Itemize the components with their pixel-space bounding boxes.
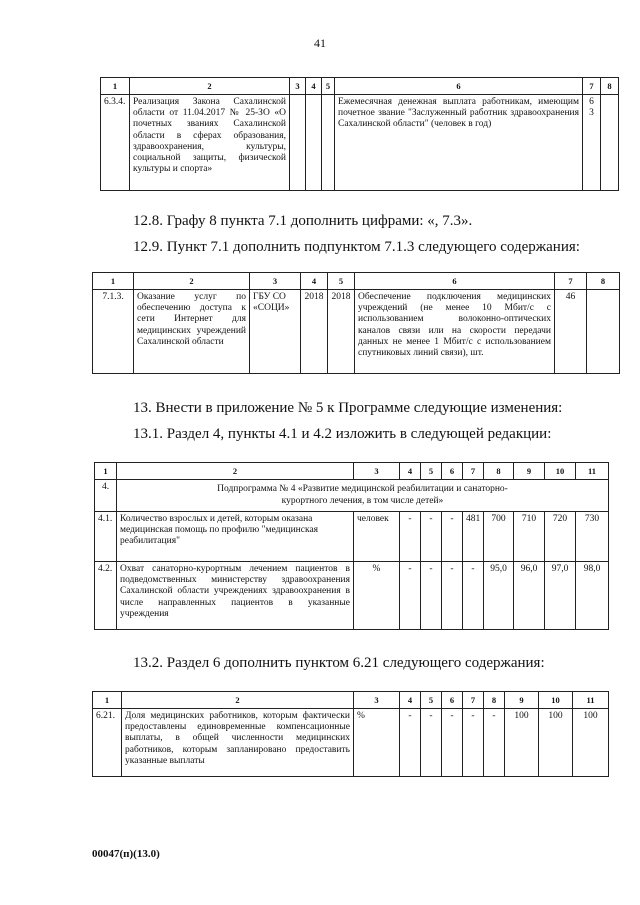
- row-number: 7.1.3.: [93, 290, 134, 374]
- row-number: 6.21.: [93, 709, 122, 777]
- col-header: 2: [122, 692, 354, 709]
- value-cell: 96,0: [514, 562, 545, 630]
- value-cell: 720: [545, 512, 576, 562]
- value-cell: 710: [514, 512, 545, 562]
- col-header: 5: [328, 273, 355, 290]
- value-cell: 98,0: [576, 562, 609, 630]
- paragraph-13-2: 13.2. Раздел 6 дополнить пунктом 6.21 следующего содержания:: [133, 655, 545, 671]
- value-cell: 700: [484, 512, 514, 562]
- col-header: 3: [290, 78, 306, 95]
- indicator-text: Обеспечение подключения медицинских учреждений (не менее 10 Мбит/с с использованием волоконно-оптических каналов связи или на скорости передачи данных не менее 1 Мбит/с с использованием спутниковых линий связи), шт.: [355, 290, 555, 374]
- table-annex5-section6: [92, 691, 609, 777]
- col-header: 6: [335, 78, 583, 95]
- table-header-row: [93, 273, 620, 290]
- table-header-row: [101, 78, 619, 95]
- col-header: 8: [484, 692, 505, 709]
- col-header: 3: [354, 692, 400, 709]
- value-cell: 100: [573, 709, 609, 777]
- col-header: 4: [400, 463, 421, 480]
- indicator-name: Количество взрослых и детей, которым оказана медицинская помощь по профилю "медицинская реабилитация": [117, 512, 354, 562]
- value-cell: 481: [463, 512, 484, 562]
- col-header: 3: [354, 463, 400, 480]
- col-header: 6: [355, 273, 555, 290]
- value-cell: -: [400, 512, 421, 562]
- value-cell: -: [463, 709, 484, 777]
- col-header: 5: [421, 692, 442, 709]
- indicator-name: Доля медицинских работников, которым фактически предоставлены единовременные компенсационные выплаты, в общей численности медицинских работников, которым запланировано предоставить указанные выплаты: [122, 709, 354, 777]
- col-header: 2: [134, 273, 250, 290]
- table-header-row: [95, 463, 609, 480]
- col-header: 4: [400, 692, 421, 709]
- col-header: 5: [421, 463, 442, 480]
- paragraph-12-9: 12.9. Пункт 7.1 дополнить подпунктом 7.1.3 следующего содержания:: [133, 239, 580, 255]
- value-cell: -: [484, 709, 505, 777]
- measure-name: Реализация Закона Сахалинской области от 11.04.2017 № 25-ЗО «О почетных званиях Сахалинской области в сферах образования, здравоохранения, культуры, социальной защиты, физической культуры и спорта»: [130, 95, 290, 191]
- row-number: 4.2.: [95, 562, 117, 630]
- cell-3: [290, 95, 306, 191]
- table-program-6-3: [100, 77, 619, 191]
- col-header: 1: [95, 463, 117, 480]
- value-cell: -: [400, 562, 421, 630]
- col-header: 8: [601, 78, 619, 95]
- col-header: 7: [463, 463, 484, 480]
- col-header: 7: [555, 273, 587, 290]
- col-header: 6: [442, 463, 463, 480]
- start-year: 2018: [301, 290, 328, 374]
- col-header: 2: [117, 463, 354, 480]
- indicator-text: Ежемесячная денежная выплата работникам, имеющим почетное звание "Заслуженный работник здравоохранения Сахалинской области" (человек в год): [335, 95, 583, 191]
- col-header: 11: [573, 692, 609, 709]
- value-cell: 97,0: [545, 562, 576, 630]
- col-header: 5: [322, 78, 335, 95]
- value-cell: 95,0: [484, 562, 514, 630]
- table-row: [95, 562, 609, 630]
- table-row: [95, 512, 609, 562]
- cell-5: [322, 95, 335, 191]
- col-header: 4: [306, 78, 322, 95]
- value-cell: -: [463, 562, 484, 630]
- col-header: 8: [484, 463, 514, 480]
- col-header: 6: [442, 692, 463, 709]
- cell-7: 46: [555, 290, 587, 374]
- col-header: 7: [463, 692, 484, 709]
- table-row: [93, 709, 609, 777]
- value-cell: -: [442, 512, 463, 562]
- unit: %: [354, 562, 400, 630]
- cell-7: 6 3: [583, 95, 601, 191]
- value-cell: -: [421, 512, 442, 562]
- table-header-row: [93, 692, 609, 709]
- table-program-7-1-3: [92, 272, 620, 374]
- measure-name: Оказание услуг по обеспечению доступа к сети Интернет для медицинских учреждений Сахалинской области: [134, 290, 250, 374]
- unit: %: [354, 709, 400, 777]
- end-year: 2018: [328, 290, 355, 374]
- col-header: 9: [505, 692, 539, 709]
- row-number: 6.3.4.: [101, 95, 130, 191]
- col-header: 11: [576, 463, 609, 480]
- table-row: [93, 290, 620, 374]
- value-cell: -: [442, 709, 463, 777]
- col-header: 1: [93, 692, 122, 709]
- table-row: [101, 95, 619, 191]
- table-annex5-section4: [94, 462, 609, 630]
- value-cell: -: [400, 709, 421, 777]
- paragraph-13-1: 13.1. Раздел 4, пункты 4.1 и 4.2 изложить в следующей редакции:: [133, 426, 552, 442]
- col-header: 3: [250, 273, 301, 290]
- indicator-name: Охват санаторно-курортным лечением пациентов в подведомственных министерству здравоохранения Сахалинской области учреждениях здравоохранения в числе направленных пациентов в указанные учреждения: [117, 562, 354, 630]
- paragraph-13: 13. Внести в приложение № 5 к Программе следующие изменения:: [133, 400, 563, 416]
- col-header: 1: [93, 273, 134, 290]
- page-number: 41: [314, 36, 326, 50]
- col-header: 1: [101, 78, 130, 95]
- paragraph-12-8: 12.8. Графу 8 пункта 7.1 дополнить цифрами: «, 7.3».: [133, 213, 473, 229]
- col-header: 9: [514, 463, 545, 480]
- row-number: 4.1.: [95, 512, 117, 562]
- value-cell: -: [442, 562, 463, 630]
- section-number: 4.: [95, 480, 117, 512]
- col-header: 7: [583, 78, 601, 95]
- section-row: [95, 480, 609, 512]
- unit: человек: [354, 512, 400, 562]
- section-title: Подпрограмма № 4 «Развитие медицинской реабилитации и санаторно-курортного лечения, в том числе детей»: [117, 480, 609, 512]
- col-header: 10: [539, 692, 573, 709]
- executor: ГБУ СО «СОЦИ»: [250, 290, 301, 374]
- col-header: 8: [587, 273, 620, 290]
- col-header: 4: [301, 273, 328, 290]
- document-code: 00047(п)(13.0): [92, 848, 160, 860]
- value-cell: 730: [576, 512, 609, 562]
- value-cell: -: [421, 562, 442, 630]
- cell-8: [601, 95, 619, 191]
- value-cell: 100: [539, 709, 573, 777]
- value-cell: 100: [505, 709, 539, 777]
- col-header: 10: [545, 463, 576, 480]
- cell-4: [306, 95, 322, 191]
- value-cell: -: [421, 709, 442, 777]
- cell-8: [587, 290, 620, 374]
- col-header: 2: [130, 78, 290, 95]
